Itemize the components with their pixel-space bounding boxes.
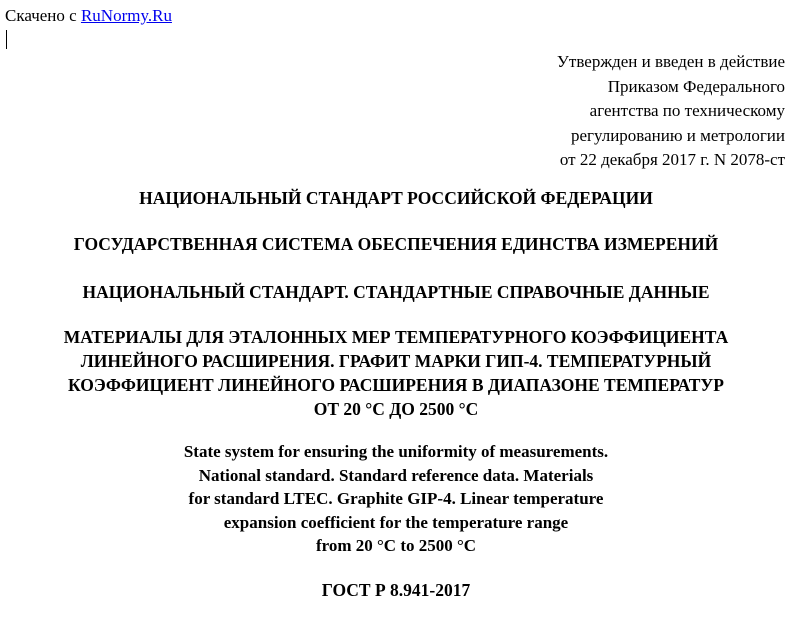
national-standard-heading: НАЦИОНАЛЬНЫЙ СТАНДАРТ РОССИЙСКОЙ ФЕДЕРАЦИИ xyxy=(139,188,653,208)
russian-title-line: ОТ 20 °С ДО 2500 °С xyxy=(313,399,479,419)
approval-line: агентства по техническому xyxy=(589,101,785,120)
russian-title-line: МАТЕРИАЛЫ ДЛЯ ЭТАЛОННЫХ МЕР ТЕМПЕРАТУРНОГО КОЭФФИЦИЕНТА xyxy=(63,327,729,347)
english-title-line: National standard. Standard reference data. Materials xyxy=(198,465,594,485)
english-title-line: from 20 °C to 2500 °C xyxy=(315,536,477,555)
approval-line: регулированию и метрологии xyxy=(570,125,785,145)
english-title xyxy=(0,440,792,558)
approval-line: Приказом Федерального xyxy=(607,76,785,96)
approval-block xyxy=(365,50,785,173)
runormy-link[interactable]: RuNormy.Ru xyxy=(80,6,172,25)
reference-data-heading: НАЦИОНАЛЬНЫЙ СТАНДАРТ. СТАНДАРТНЫЕ СПРАВОЧНЫЕ ДАННЫЕ xyxy=(82,282,710,302)
download-prefix: Скачено с xyxy=(5,6,77,25)
russian-title-line: КОЭФФИЦИЕНТ ЛИНЕЙНОГО РАСШИРЕНИЯ В ДИАПАЗОНЕ ТЕМПЕРАТУР xyxy=(68,375,724,395)
gost-designation: ГОСТ Р 8.941-2017 xyxy=(321,580,471,600)
english-title-line: expansion coefficient for the temperature range xyxy=(223,512,569,532)
russian-title-line: ЛИНЕЙНОГО РАСШИРЕНИЯ. ГРАФИТ МАРКИ ГИП-4. ТЕМПЕРАТУРНЫЙ xyxy=(80,351,712,371)
text-cursor xyxy=(6,30,7,49)
approval-line: Утвержден и введен в действие xyxy=(556,52,785,71)
english-title-line: for standard LTEC. Graphite GIP-4. Linear temperature xyxy=(188,489,604,508)
russian-title xyxy=(0,325,792,421)
download-source-line xyxy=(5,6,172,26)
approval-line: от 22 декабря 2017 г. N 2078-ст xyxy=(559,150,785,169)
english-title-line: State system for ensuring the uniformity of measurements. xyxy=(183,442,609,461)
state-system-heading: ГОСУДАРСТВЕННАЯ СИСТЕМА ОБЕСПЕЧЕНИЯ ЕДИНСТВА ИЗМЕРЕНИЙ xyxy=(73,234,719,254)
